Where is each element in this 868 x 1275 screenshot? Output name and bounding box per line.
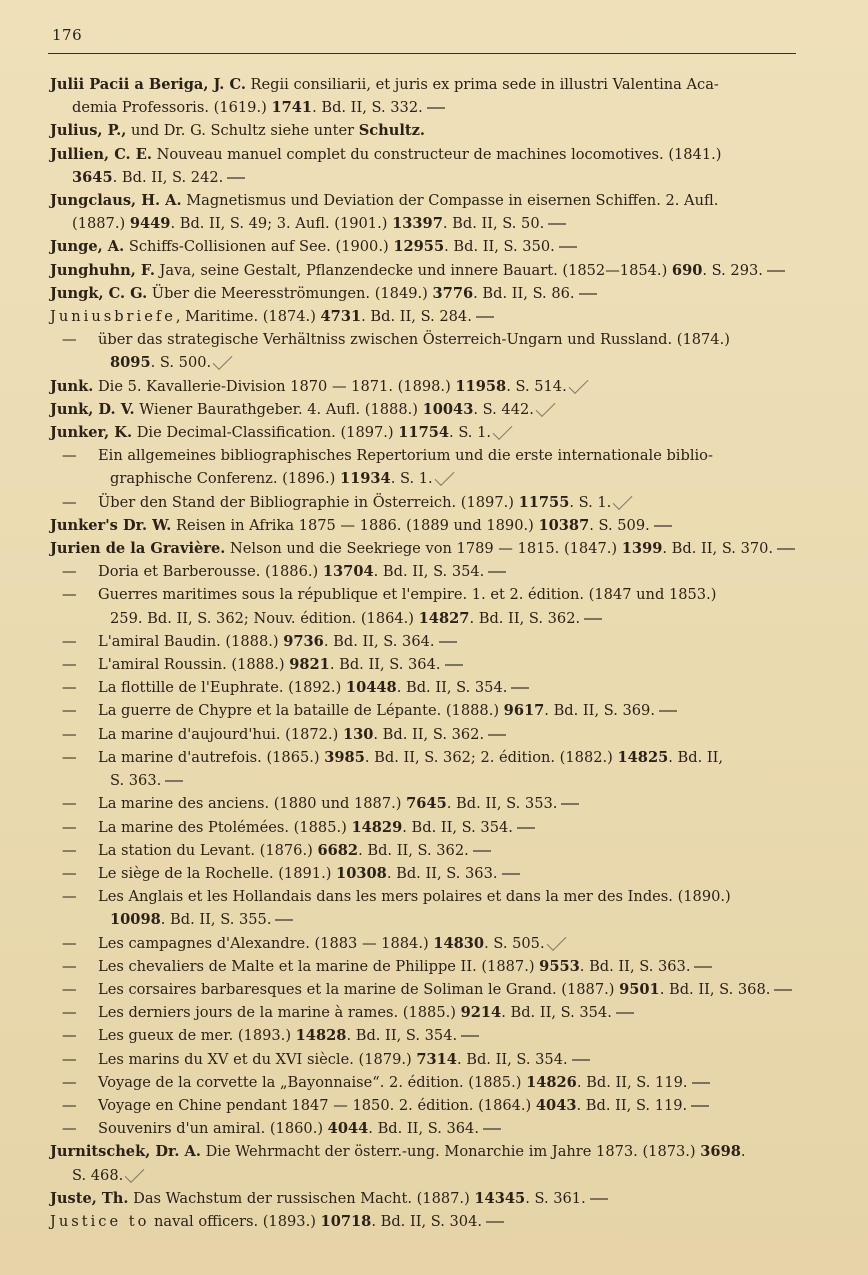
sub-entry: — Souvenirs d'un amiral. (1860.) 4044. Bd. II, S. 364. — [50, 1117, 796, 1140]
entry-line: S. 468. — [50, 1164, 796, 1187]
dash-mark-icon — [439, 641, 457, 643]
dash-mark-icon — [476, 316, 494, 318]
index-entry — [50, 537, 796, 560]
dash-mark-icon — [486, 1221, 504, 1223]
ditto-dash: — — [62, 888, 77, 906]
dash-mark-icon — [483, 1128, 501, 1130]
index-entry — [50, 421, 796, 444]
ditto-dash: — — [62, 586, 77, 604]
ditto-dash: — — [62, 563, 77, 581]
sub-entry: — Guerres maritimes sous la république et l'empire. 1. et 2. édition. (1847 und 1853.) 259. Bd. II, S. 362; Nouv. édition. (1864.) 14827. Bd. II, S. 362. — [50, 583, 796, 629]
dash-mark-icon — [559, 246, 577, 248]
entry-line: Juniusbriefe, Maritime. (1874.) 4731. Bd. II, S. 284. — [50, 305, 796, 328]
sub-entry: — Über den Stand der Bibliographie in Österreich. (1897.) 11755. S. 1. — [50, 491, 796, 514]
sub-entry: — Le siège de la Rochelle. (1891.) 10308. Bd. II, S. 363. — [50, 862, 796, 885]
sub-entry: — La guerre de Chypre et la bataille de Lépante. (1888.) 9617. Bd. II, S. 369. — [50, 699, 796, 722]
ditto-dash: — — [62, 864, 77, 882]
dash-mark-icon — [165, 780, 183, 782]
entry-line: Jullien, C. E. Nouveau manuel complet du constructeur de machines locomotives. (1841.) — [50, 145, 722, 163]
ditto-dash: — — [62, 934, 77, 952]
ditto-dash: — — [62, 795, 77, 813]
check-mark-icon — [549, 935, 577, 953]
dash-mark-icon — [590, 1198, 608, 1200]
ditto-dash: — — [62, 656, 77, 674]
dash-mark-icon — [579, 293, 597, 295]
dash-mark-icon — [461, 1035, 479, 1037]
dash-mark-icon — [774, 989, 792, 991]
ditto-dash: — — [62, 331, 77, 349]
entry-line: Julii Pacii a Beriga, J. C. Regii consiliarii, et juris ex prima sede in illustri Valentina Aca- — [50, 76, 719, 93]
ditto-dash: — — [62, 841, 77, 859]
ditto-dash: — — [62, 632, 77, 650]
page-number: 176 — [52, 26, 83, 44]
entry-line: Junk. Die 5. Kavallerie-Division 1870 — 1871. (1898.) 11958. S. 514. — [50, 375, 796, 398]
dash-mark-icon — [767, 270, 785, 272]
ditto-dash: — — [62, 957, 77, 975]
index-entry — [50, 189, 796, 235]
sub-entry: — Les chevaliers de Malte et la marine de Philippe II. (1887.) 9553. Bd. II, S. 363. — [50, 955, 796, 978]
dash-mark-icon — [691, 1105, 709, 1107]
check-mark-icon — [215, 354, 243, 372]
dash-mark-icon — [227, 177, 245, 179]
index-entry — [50, 514, 796, 537]
index-entry — [50, 1140, 796, 1186]
ditto-dash: — — [62, 679, 77, 697]
index-entry — [50, 375, 796, 398]
dash-mark-icon — [561, 803, 579, 805]
ditto-dash: — — [62, 748, 77, 766]
entry-line: Jurnitschek, Dr. A. Die Wehrmacht der österr.-ung. Monarchie im Jahre 1873. (1873.) 3698. — [50, 1143, 746, 1161]
entry-line: Justice to naval officers. (1893.) 10718. Bd. II, S. 304. — [50, 1210, 796, 1233]
entry-line: Junker's Dr. W. Reisen in Afrika 1875 — 1886. (1889 und 1890.) 10387. S. 509. — [50, 514, 796, 537]
ditto-dash: — — [62, 1027, 77, 1045]
ditto-dash: — — [62, 818, 77, 836]
dash-mark-icon — [584, 618, 602, 620]
sub-entry: — Les marins du XV et du XVI siècle. (1879.) 7314. Bd. II, S. 354. — [50, 1048, 796, 1071]
index-entries — [50, 73, 796, 1233]
header-rule — [48, 53, 796, 54]
index-entry — [50, 119, 796, 142]
index-entry — [50, 1187, 796, 1210]
dash-mark-icon — [694, 966, 712, 968]
index-entry — [50, 282, 796, 305]
index-entry — [50, 73, 796, 119]
check-mark-icon — [571, 378, 599, 396]
dash-mark-icon — [659, 710, 677, 712]
sub-entry: — Voyage en Chine pendant 1847 — 1850. 2. édition. (1864.) 4043. Bd. II, S. 119. — [50, 1094, 796, 1117]
sub-entry: — Doria et Barberousse. (1886.) 13704. Bd. II, S. 354. — [50, 560, 796, 583]
index-entry — [50, 1210, 796, 1233]
sub-entry: — La marine d'aujourd'hui. (1872.) 130. Bd. II, S. 362. — [50, 723, 796, 746]
entry-line: Junker, K. Die Decimal-Classification. (1897.) 11754. S. 1. — [50, 421, 796, 444]
dash-mark-icon — [777, 548, 795, 550]
entry-line: Jurien de la Gravière. Nelson und die Seekriege von 1789 — 1815. (1847.) 1399. Bd. II, S. 370. — [50, 537, 796, 560]
ditto-dash: — — [62, 493, 77, 511]
dash-mark-icon — [654, 525, 672, 527]
entry-line: demia Professoris. (1619.) 1741. Bd. II, S. 332. — [50, 96, 796, 119]
dash-mark-icon — [488, 571, 506, 573]
check-mark-icon — [495, 424, 523, 442]
check-mark-icon — [615, 494, 643, 512]
entry-line: Julius, P., und Dr. G. Schultz siehe unter Schultz. — [50, 122, 426, 140]
ditto-dash: — — [62, 1050, 77, 1068]
sub-entry: — L'amiral Baudin. (1888.) 9736. Bd. II, S. 364. — [50, 630, 796, 653]
sub-entry: — La marine d'autrefois. (1865.) 3985. Bd. II, S. 362; 2. édition. (1882.) 14825. Bd. II, S. 363. — [50, 746, 796, 792]
ditto-dash: — — [62, 725, 77, 743]
dash-mark-icon — [502, 873, 520, 875]
dash-mark-icon — [548, 223, 566, 225]
sub-entry: — La marine des anciens. (1880 und 1887.) 7645. Bd. II, S. 353. — [50, 792, 796, 815]
sub-entry: — Voyage de la corvette la „Bayonnaise“. 2. édition. (1885.) 14826. Bd. II, S. 119. — [50, 1071, 796, 1094]
dash-mark-icon — [511, 687, 529, 689]
index-entry — [50, 398, 796, 421]
entry-line: Jungclaus, H. A. Magnetismus und Deviation der Compasse in eisernen Schiffen. 2. Aufl. — [50, 192, 719, 210]
sub-entry: — La marine des Ptolémées. (1885.) 14829. Bd. II, S. 354. — [50, 816, 796, 839]
sub-entry: — Les Anglais et les Hollandais dans les mers polaires et dans la mer des Indes. (1890.) 10098. Bd. II, S. 355. — [50, 885, 796, 931]
index-entry — [50, 259, 796, 282]
check-mark-icon — [437, 470, 465, 488]
dash-mark-icon — [275, 919, 293, 921]
entry-line: Jungk, C. G. Über die Meeresströmungen. (1849.) 3776. Bd. II, S. 86. — [50, 282, 796, 305]
index-entry — [50, 305, 796, 328]
sub-entry: — Les corsaires barbaresques et la marine de Soliman le Grand. (1887.) 9501. Bd. II, S. 368. — [50, 978, 796, 1001]
entry-line: (1887.) 9449. Bd. II, S. 49; 3. Aufl. (1901.) 13397. Bd. II, S. 50. — [50, 212, 796, 235]
entry-line: Junghuhn, F. Java, seine Gestalt, Pflanzendecke und innere Bauart. (1852—1854.) 690. S. 293. — [50, 259, 796, 282]
dash-mark-icon — [572, 1059, 590, 1061]
sub-entry: — über das strategische Verhältniss zwischen Österreich-Ungarn und Russland. (1874.) 8095. S. 500. — [50, 328, 796, 374]
ditto-dash: — — [62, 447, 77, 465]
dash-mark-icon — [473, 850, 491, 852]
sub-entry: — La flottille de l'Euphrate. (1892.) 10448. Bd. II, S. 354. — [50, 676, 796, 699]
entry-line: 3645. Bd. II, S. 242. — [50, 166, 796, 189]
ditto-dash: — — [62, 1120, 77, 1138]
sub-entry: — Les campagnes d'Alexandre. (1883 — 1884.) 14830. S. 505. — [50, 932, 796, 955]
dash-mark-icon — [616, 1012, 634, 1014]
check-mark-icon — [538, 401, 566, 419]
dash-mark-icon — [445, 664, 463, 666]
dash-mark-icon — [427, 107, 445, 109]
check-mark-icon — [127, 1167, 155, 1185]
ditto-dash: — — [62, 1004, 77, 1022]
entry-line: Juste, Th. Das Wachstum der russischen Macht. (1887.) 14345. S. 361. — [50, 1187, 796, 1210]
entry-line: Junk, D. V. Wiener Baurathgeber. 4. Aufl. (1888.) 10043. S. 442. — [50, 398, 796, 421]
entry-line: Junge, A. Schiffs-Collisionen auf See. (1900.) 12955. Bd. II, S. 350. — [50, 235, 796, 258]
sub-entry: — Les gueux de mer. (1893.) 14828. Bd. II, S. 354. — [50, 1024, 796, 1047]
ditto-dash: — — [62, 1096, 77, 1114]
sub-entry: — La station du Levant. (1876.) 6682. Bd. II, S. 362. — [50, 839, 796, 862]
sub-entry: — Ein allgemeines bibliographisches Repertorium und die erste internationale biblio- graphische Conferenz. (1896.) 11934. S. 1. — [50, 444, 796, 490]
dash-mark-icon — [692, 1082, 710, 1084]
ditto-dash: — — [62, 1073, 77, 1091]
ditto-dash: — — [62, 702, 77, 720]
index-entry — [50, 235, 796, 258]
index-entry — [50, 143, 796, 189]
dash-mark-icon — [517, 827, 535, 829]
dash-mark-icon — [488, 734, 506, 736]
sub-entry: — Les derniers jours de la marine à rames. (1885.) 9214. Bd. II, S. 354. — [50, 1001, 796, 1024]
sub-entry: — L'amiral Roussin. (1888.) 9821. Bd. II, S. 364. — [50, 653, 796, 676]
ditto-dash: — — [62, 980, 77, 998]
